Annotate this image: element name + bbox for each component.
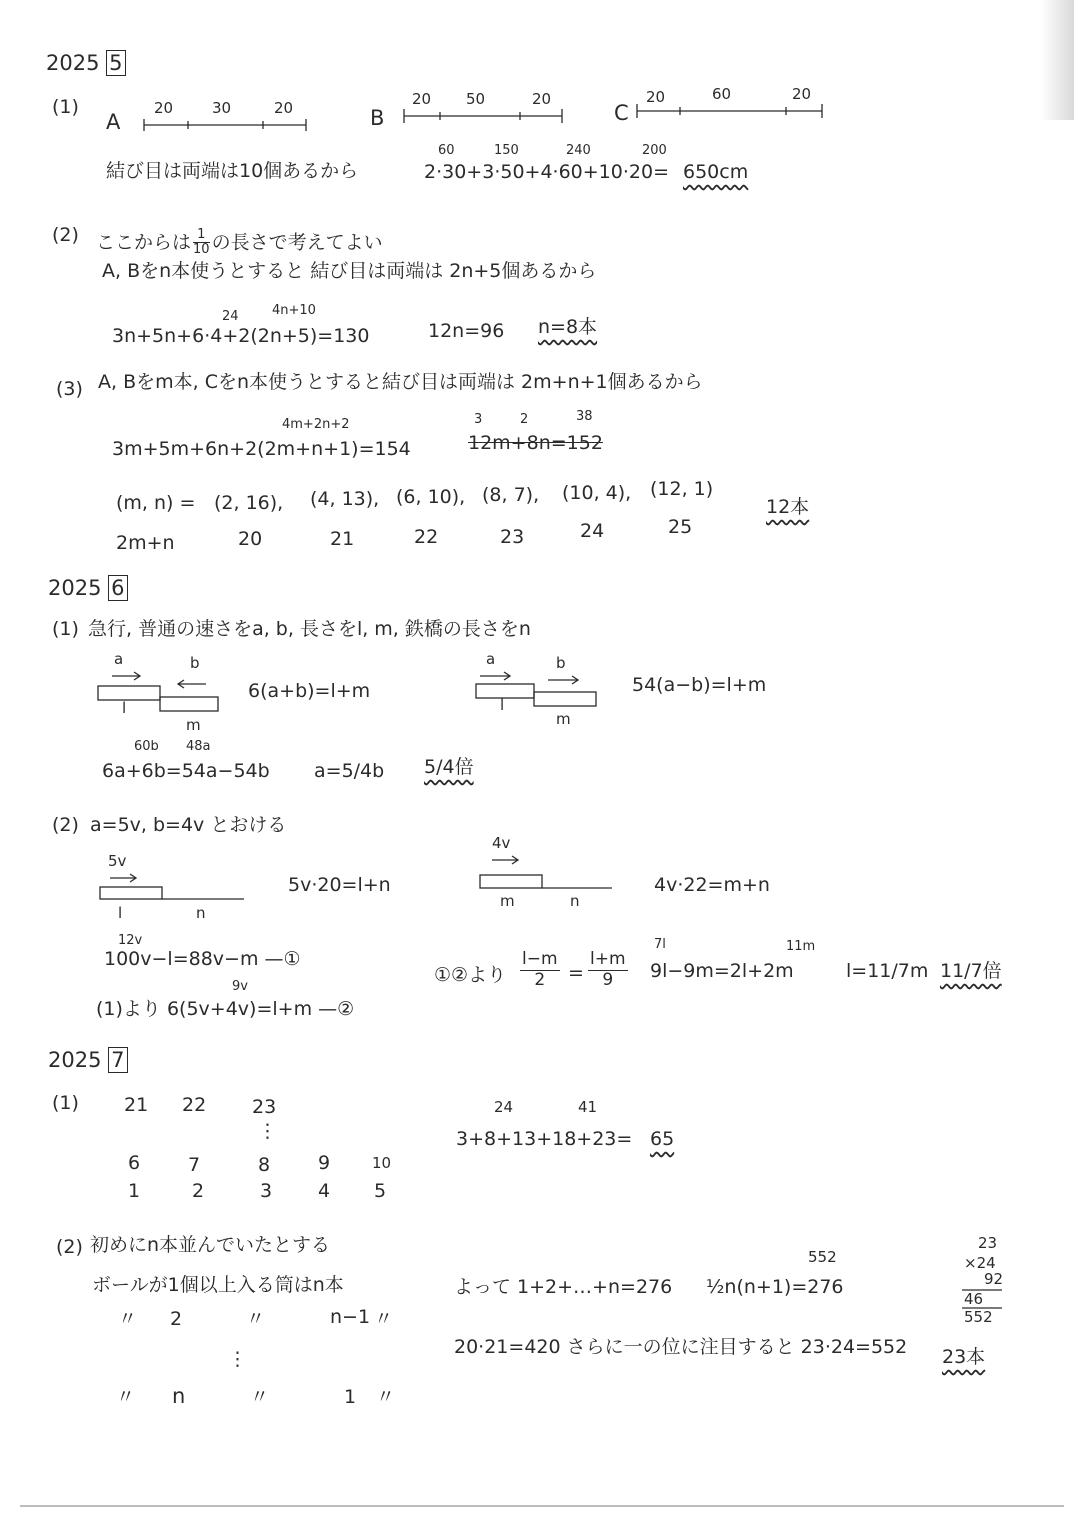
s7-q2-line4-count: n <box>172 1384 186 1408</box>
s7-q2-equation-3: 20·21=420 さらに一の位に注目すると 23·24=552 <box>454 1336 908 1358</box>
section-5-heading <box>46 53 126 74</box>
s5-q3-above-b2: 2 <box>520 412 529 427</box>
s6-q1-equation-4: a=5/4b <box>314 760 385 782</box>
s6-q1-label: (1) <box>52 618 79 640</box>
segment-c-len-1: 20 <box>646 88 666 106</box>
s5-q2-label: (2) <box>52 224 79 246</box>
ditto-mark: 〃 <box>374 1308 394 1330</box>
heading-year: 2025 <box>48 576 102 600</box>
s6-q2-above-b: 9v <box>232 979 248 994</box>
s6-q1-answer: 5/4倍 <box>424 756 474 778</box>
segment-b-label: B <box>370 106 385 130</box>
s5-q1-above-2: 150 <box>494 143 519 158</box>
s7-q1-dots: ⋮ <box>258 1120 277 1142</box>
segment-a-label: A <box>106 110 121 134</box>
s5-q2-above-b: 4n+10 <box>272 303 316 318</box>
s5-q2-intro-b: の長さで考えてよい <box>211 231 383 254</box>
train-diagram-1 <box>98 672 218 711</box>
s7-q2-line3-count: 2 <box>170 1308 183 1330</box>
s5-q2-answer: n=8本 <box>538 316 598 338</box>
heading-year: 2025 <box>48 1048 102 1072</box>
s5-q2-above-a: 24 <box>222 309 239 324</box>
s5-q3-pair-3: (6, 10), <box>396 486 466 508</box>
s5-q1-above-4: 200 <box>642 143 667 158</box>
s6-q1-equation-2: 54(a−b)=l+m <box>632 674 767 696</box>
s5-q3-pairs-label: (m, n) = <box>116 492 196 514</box>
fraction-one-tenth <box>193 228 210 258</box>
s5-q3-sum-3: 22 <box>414 526 439 548</box>
s7-q1-label: (1) <box>52 1092 79 1114</box>
s6-q2-intro: a=5v, b=4v とおける <box>90 814 287 836</box>
s7-q1-r3-c1: 1 <box>128 1180 141 1202</box>
s7-q1-r2-c4: 9 <box>318 1152 331 1174</box>
s6-q2-equation-4: (1)より 6(5v+4v)=l+m —② <box>96 998 355 1020</box>
s5-q3-sum-4: 23 <box>500 526 525 548</box>
s7-q2-label: (2) <box>56 1236 83 1258</box>
s5-q1-answer: 650cm <box>683 161 749 183</box>
s6-q1-equation-3: 6a+6b=54a−54b <box>102 760 270 782</box>
s5-q3-pair-2: (4, 13), <box>310 488 380 510</box>
diagram1-length-m: m <box>186 716 201 734</box>
diagram1-length-l: l <box>122 699 127 717</box>
s7-q1-r2-c1: 6 <box>128 1152 141 1174</box>
s7-q2-answer: 23本 <box>942 1346 986 1368</box>
s6-q2-equation-3: 100v−l=88v−m —① <box>104 948 301 970</box>
s7-q1-r2-c2: 7 <box>188 1154 201 1176</box>
diagram4-length-m: m <box>500 892 515 910</box>
train-diagram-2 <box>476 672 596 706</box>
s5-q3-equation: 3m+5m+6n+2(2m+n+1)=154 <box>112 438 411 460</box>
s6-q1-above-1: 60b <box>134 739 159 754</box>
s6-q2-eq5-prefix: ①②より <box>434 964 507 986</box>
diagram4-speed: 4v <box>492 834 511 852</box>
s5-q2-equation: 3n+5n+6·4+2(2n+5)=130 <box>112 325 370 347</box>
diagram3-speed: 5v <box>108 852 127 870</box>
s5-q2-intro <box>96 228 383 258</box>
s7-q1-r3-c4: 4 <box>318 1180 331 1202</box>
s7-q2-above: 552 <box>808 1248 837 1266</box>
s6-q2-equation-1: 5v·20=l+n <box>288 874 391 896</box>
s5-q3-line1: A, Bをm本, Cをn本使うとすると結び目は両端は 2m+n+1個あるから <box>98 371 703 393</box>
segment-b-len-2: 50 <box>466 90 486 108</box>
fraction-numerator: 1 <box>193 228 210 243</box>
segment-c-label: C <box>614 101 629 125</box>
s7-q2-line3-value: n−1 <box>330 1306 371 1328</box>
segment-a-len-2: 30 <box>212 99 232 117</box>
ditto-mark: 〃 <box>116 1386 136 1408</box>
s5-q3-label: (3) <box>56 378 83 400</box>
s5-q3-above-b3: 38 <box>576 409 593 424</box>
diagram4-length-n: n <box>570 892 580 910</box>
s5-q2-intro-a: ここからは <box>96 231 192 254</box>
s6-q2-label: (2) <box>52 814 79 836</box>
s6-q2-above-c1: 7l <box>654 937 666 952</box>
segment-c-len-3: 20 <box>792 85 812 103</box>
fraction-1-denominator: 2 <box>534 969 546 990</box>
diagram1-speed-b: b <box>190 654 200 672</box>
s7-q1-r3-c2: 2 <box>192 1180 205 1202</box>
s5-q3-sum-1: 20 <box>238 528 263 550</box>
s5-q1-reason: 結び目は両端は10個あるから <box>106 160 359 182</box>
segment-a-len-1: 20 <box>154 99 174 117</box>
ditto-mark: 〃 <box>250 1386 270 1408</box>
s5-q3-above-a: 4m+2n+2 <box>282 417 350 432</box>
s6-q1-above-2: 48a <box>186 739 211 754</box>
s5-q3-pair-1: (2, 16), <box>214 492 284 514</box>
s7-q2-line2: ボールが1個以上入る筒はn本 <box>92 1274 344 1296</box>
diagram3-length-n: n <box>196 904 206 922</box>
section-number-box: 5 <box>106 50 125 76</box>
s7-q1-r1-c1: 21 <box>124 1094 149 1116</box>
bridge-diagram-2 <box>480 856 612 888</box>
mult-line-5: 552 <box>964 1308 993 1326</box>
s5-q3-sum-label: 2m+n <box>116 532 175 554</box>
ditto-mark: 〃 <box>246 1308 266 1330</box>
s7-q1-r2-c5: 10 <box>372 1154 392 1172</box>
diagram2-length-l: l <box>500 696 505 714</box>
s5-q2-line2: A, Bをn本使うとすると 結び目は両端は 2n+5個あるから <box>102 260 597 282</box>
s7-q1-r3-c5: 5 <box>374 1180 387 1202</box>
s7-q1-equation: 3+8+13+18+23= <box>456 1128 633 1150</box>
s7-q1-above-1: 24 <box>494 1098 514 1116</box>
segment-a-line <box>144 119 306 131</box>
section-7-heading <box>48 1050 128 1071</box>
s7-q1-r2-c3: 8 <box>258 1154 271 1176</box>
s7-q2-equation-2: ½n(n+1)=276 <box>706 1276 844 1298</box>
s6-q2-above-c2: 11m <box>786 939 816 954</box>
s6-q2-fraction-2 <box>588 950 628 990</box>
s6-q1-equation-1: 6(a+b)=l+m <box>248 680 371 702</box>
s6-q2-equation-2: 4v·22=m+n <box>654 874 770 896</box>
s7-q2-dots: ⋮ <box>228 1348 247 1370</box>
s6-q2-above-a: 12v <box>118 933 143 948</box>
section-6-heading <box>48 578 128 599</box>
segment-b-line <box>404 109 562 123</box>
s5-q3-pair-5: (10, 4), <box>562 482 632 504</box>
mult-line-1: 23 <box>978 1234 998 1252</box>
s7-q1-r3-c3: 3 <box>260 1180 273 1202</box>
segment-b-len-3: 20 <box>532 90 552 108</box>
mult-line-2: ×24 <box>964 1254 996 1272</box>
s7-q2-line4-value: 1 <box>344 1386 357 1408</box>
s6-q1-intro: 急行, 普通の速さをa, b, 長さをl, m, 鉄橋の長さをn <box>88 618 531 640</box>
diagram1-speed-a: a <box>114 650 124 668</box>
s5-q3-pair-4: (8, 7), <box>482 484 540 506</box>
ditto-mark: 〃 <box>118 1308 138 1330</box>
s5-q1-above-3: 240 <box>566 143 591 158</box>
segment-b-len-1: 20 <box>412 90 432 108</box>
s5-q3-above-b1: 3 <box>474 412 483 427</box>
s7-q1-above-2: 41 <box>578 1098 598 1116</box>
segment-c-line <box>637 104 822 118</box>
s5-q3-sum-5: 24 <box>580 520 605 542</box>
s5-q3-pair-6: (12, 1) <box>650 478 714 500</box>
section-number-box: 6 <box>108 575 127 601</box>
segment-a-len-3: 20 <box>274 99 294 117</box>
s7-q1-r1-c2: 22 <box>182 1094 207 1116</box>
s6-q2-answer: 11/7倍 <box>940 960 1002 982</box>
fraction-2-numerator: l+m <box>590 949 626 969</box>
s5-q2-equation-2: 12n=96 <box>428 320 505 342</box>
s5-q1-calculation: 2·30+3·50+4·60+10·20= <box>424 161 669 183</box>
heading-year: 2025 <box>46 51 100 75</box>
diagram3-length-l: l <box>118 904 123 922</box>
equals-sign: = <box>568 962 584 984</box>
bridge-diagram-1 <box>100 874 244 899</box>
s5-q1-above-1: 60 <box>438 143 455 158</box>
diagram2-speed-b: b <box>556 654 566 672</box>
fraction-2-denominator: 9 <box>602 969 614 990</box>
s7-q1-answer: 65 <box>650 1128 675 1150</box>
s6-q2-equation-5: 9l−9m=2l+2m <box>650 960 794 982</box>
mult-line-3: 92 <box>984 1270 1004 1288</box>
s6-q2-equation-6: l=11/7m <box>846 960 929 982</box>
ditto-mark: 〃 <box>376 1386 396 1408</box>
s5-q3-equation-2: 12m+8n=152 <box>468 432 603 454</box>
s7-q1-r1-c3: 23 <box>252 1096 277 1118</box>
s5-q3-sum-2: 21 <box>330 528 355 550</box>
diagram2-length-m: m <box>556 710 571 728</box>
s7-q2-equation-1: よって 1+2+…+n=276 <box>454 1276 673 1298</box>
section-number-box: 7 <box>108 1047 127 1073</box>
s6-q2-fraction-1 <box>520 950 560 990</box>
s5-q1-label: (1) <box>52 96 79 118</box>
s5-q3-answer: 12本 <box>766 496 810 518</box>
s5-q3-sum-6: 25 <box>668 516 693 538</box>
mult-line-4: 46 <box>964 1290 984 1308</box>
diagram2-speed-a: a <box>486 650 496 668</box>
fraction-1-numerator: l−m <box>522 949 558 969</box>
s7-q2-line1: 初めにn本並んでいたとする <box>90 1234 331 1256</box>
segment-c-len-2: 60 <box>712 85 732 103</box>
fraction-denominator: 10 <box>193 242 210 258</box>
